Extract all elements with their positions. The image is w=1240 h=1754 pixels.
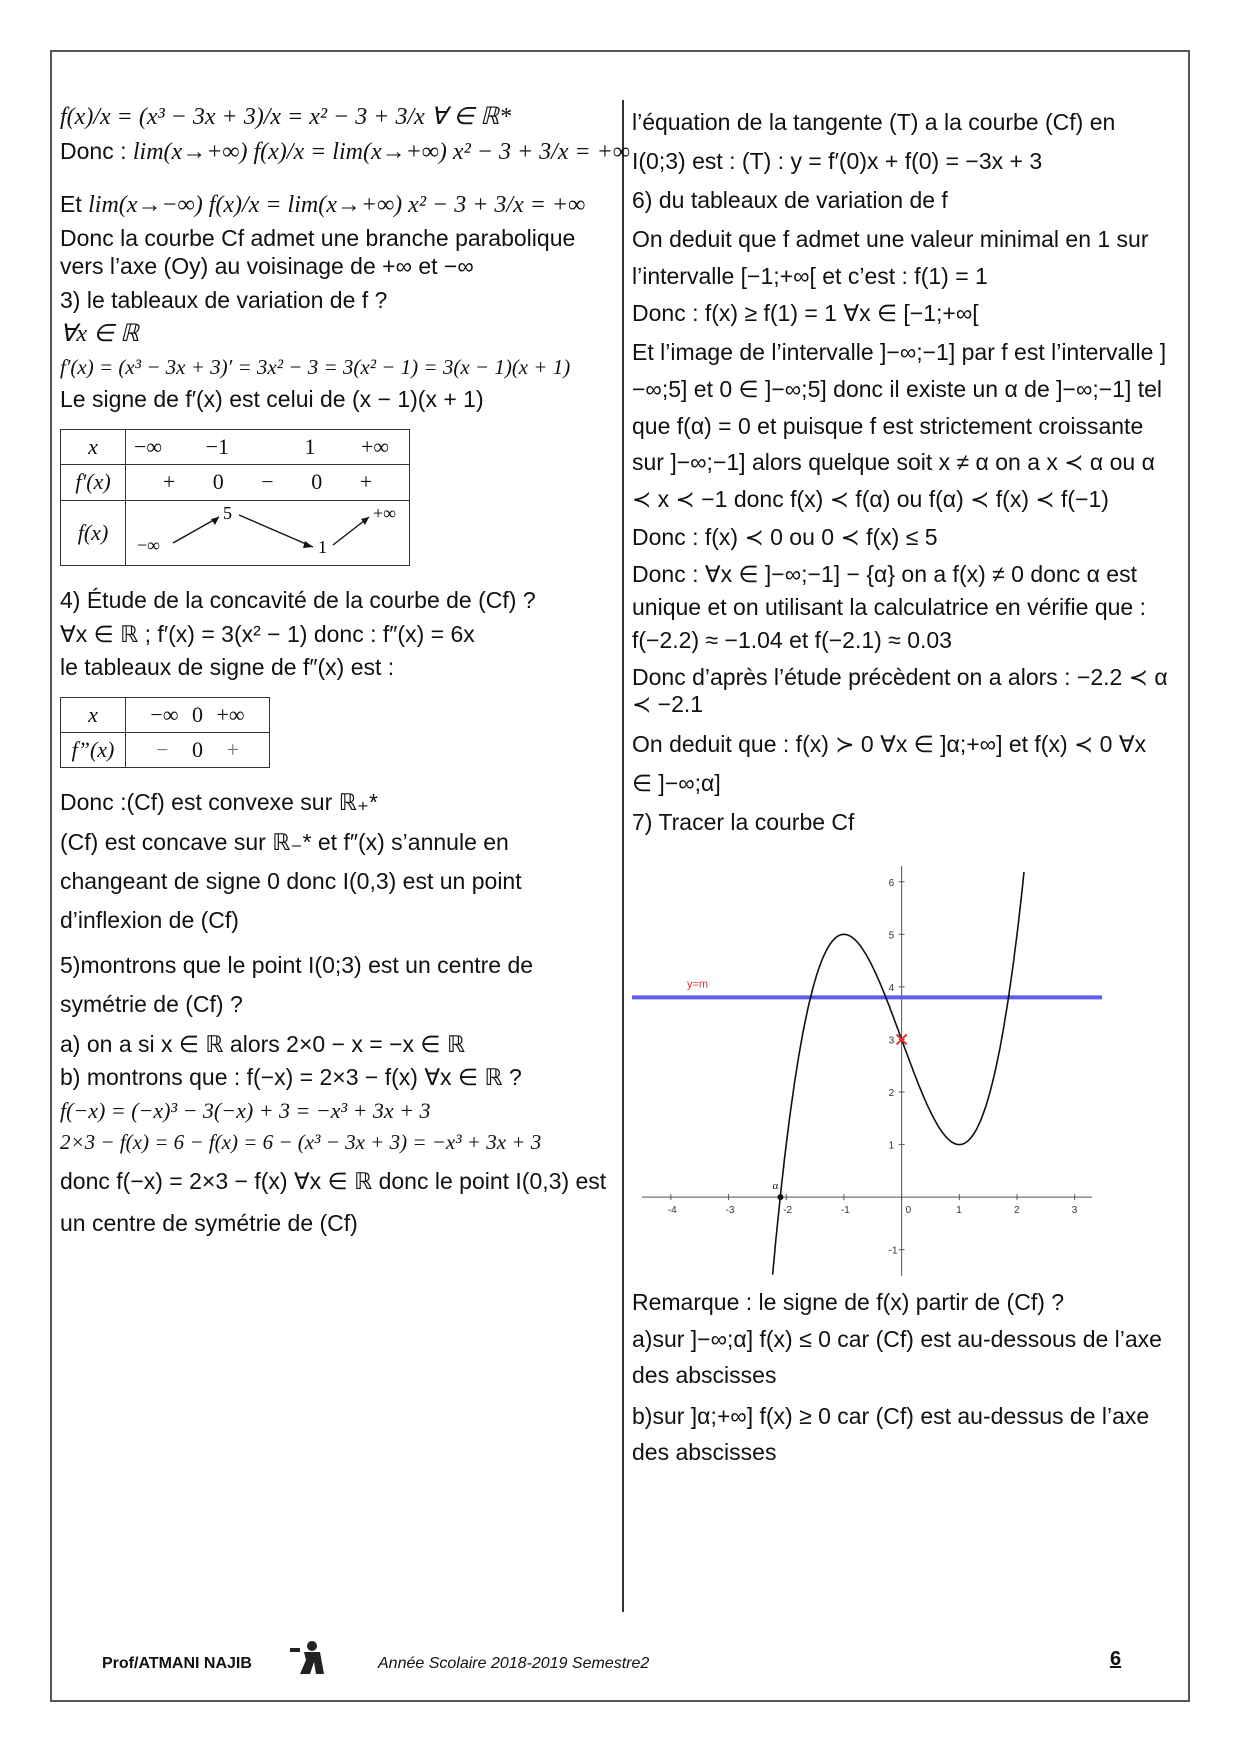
vt-f-values: [126, 500, 410, 565]
parabolic-branch-text: Donc la courbe Cf admet une branche parabolique vers l’axe (Oy) au voisinage de +∞ et −∞: [60, 225, 576, 279]
convexity-line: Donc :(Cf) est convexe sur ℝ₊*: [60, 789, 378, 816]
remark-heading: Remarque : le signe de f(x) partir de (Cf) ?: [632, 1288, 1065, 1315]
vt-x-values: −∞ −1 1 +∞: [126, 429, 410, 464]
right-column: [632, 100, 1172, 1474]
hline-label: y=m: [687, 977, 709, 990]
y-tick-label: -1: [888, 1245, 898, 1257]
remark-b: b)sur ]α;+∞] f(x) ≥ 0 car (Cf) est au-dessus de l’axe des abscisses: [632, 1403, 1150, 1466]
step-a: a) on a si x ∈ ℝ alors 2×0 − x = −x ∈ ℝ: [60, 1030, 466, 1057]
minimum-inequality: Donc : f(x) ≥ f(1) = 1 ∀x ∈ [−1;+∞[: [632, 300, 979, 327]
x-tick-label: 2: [1014, 1204, 1020, 1216]
y-tick-label: 6: [888, 877, 895, 889]
sign-deduction: On deduit que : f(x) ≻ 0 ∀x ∈ ]α;+∞] et f(x) ≺ 0 ∀x ∈ ]−∞;α]: [632, 730, 1147, 796]
f-minus-x-line: f(−x) = (−x)³ − 3(−x) + 3 = −x³ + 3x + 3: [60, 1097, 431, 1123]
y-tick-label: 2: [888, 1087, 895, 1099]
x-tick-label: -2: [783, 1204, 793, 1216]
x-tick-label: -4: [667, 1204, 677, 1216]
derivative-line: f′(x) = (x³ − 3x + 3)′ = 3x² − 3 = 3(x² − 1) = 3(x − 1)(x + 1): [60, 354, 571, 379]
curve-cf: [773, 871, 1024, 1274]
page-number: 6: [1110, 1648, 1122, 1670]
y-tick-label: 5: [888, 929, 895, 941]
x-tick-label: 0: [905, 1204, 912, 1216]
uniqueness-text: Donc : ∀x ∈ ]−∞;−1] − {α} on a f(x) ≠ 0 donc α est unique et on utilisant la calculatrice en vérifie que : f(−2.2) ≈ −1.04 et f(−2.1) ≈ 0.03: [632, 560, 1146, 654]
y-tick-label: 1: [888, 1140, 895, 1152]
vt-fprime-label: f′(x): [61, 465, 126, 500]
second-derivative-line: ∀x ∈ ℝ ; f′(x) = 3(x² − 1) donc : f″(x) = 6x: [60, 620, 475, 647]
section-3-heading: 3) le tableaux de variation de f ?: [60, 286, 388, 313]
tangent-equation: l’équation de la tangente (T) a la courbe (Cf) en I(0;3) est : (T) : y = f′(0)x + f(0) = −3x + 3: [632, 109, 1116, 175]
section-5-heading: 5)montrons que le point I(0;3) est un centre de symétrie de (Cf) ?: [60, 952, 534, 1018]
concavity-inflection-text: (Cf) est concave sur ℝ₋* et f″(x) s’annule en changeant de signe 0 donc I(0,3) est un point d’inflexion de (Cf): [60, 829, 522, 934]
step-b: b) montrons que : f(−x) = 2×3 − f(x) ∀x ∈ ℝ ?: [60, 1064, 522, 1091]
vt-x-label: x: [61, 429, 126, 464]
column-divider: [622, 100, 624, 1612]
sign-table-intro: le tableaux de signe de f″(x) est :: [60, 654, 395, 681]
x-tick-label: -3: [725, 1204, 735, 1216]
variation-table: [60, 429, 410, 566]
vt-f-label: f(x): [61, 500, 126, 565]
st-fpp-label: f”(x): [61, 733, 126, 768]
x-tick-label: 1: [956, 1204, 962, 1216]
svg-text:−∞: −∞: [136, 534, 160, 555]
sign-conclusion: Donc : f(x) ≺ 0 ou 0 ≺ f(x) ≤ 5: [632, 523, 938, 550]
x-tick-label: -1: [840, 1204, 850, 1216]
graph-svg: [632, 856, 1102, 1286]
svg-text:5: 5: [222, 502, 232, 523]
section-7-heading: 7) Tracer la courbe Cf: [632, 808, 855, 835]
y-tick-label: 3: [888, 1035, 895, 1047]
six-minus-f-line: 2×3 − f(x) = 6 − f(x) = 6 − (x³ − 3x + 3) = −x³ + 3x + 3: [60, 1130, 542, 1155]
function-graph: [632, 856, 1102, 1286]
symmetry-conclusion: donc f(−x) = 2×3 − f(x) ∀x ∈ ℝ donc le point I(0,3) est un centre de symétrie de (Cf): [60, 1168, 607, 1236]
root-point: [777, 1194, 783, 1200]
x-tick-label: 3: [1071, 1204, 1078, 1216]
section-6-heading: 6) du tableaux de variation de f: [632, 187, 948, 214]
vt-signs: + 0 − 0 +: [126, 465, 410, 500]
footer-author: Prof/ATMANI NAJIB: [102, 1655, 252, 1672]
variation-arrows: [133, 501, 403, 559]
svg-text:1: 1: [317, 536, 327, 557]
limit-quotient-line: f(x)/x = (x³ − 3x + 3)/x = x² − 3 + 3/x ∀ ∈ ℝ*: [60, 104, 512, 130]
limit-plus-inf: Donc : lim(x→+∞) f(x)/x = lim(x→+∞) x² − 3 + 3/x = +∞: [60, 137, 630, 165]
sign-of-derivative: Le signe de f′(x) est celui de (x − 1)(x + 1): [60, 386, 484, 413]
st-x-label: x: [61, 697, 126, 732]
limit-minus-inf: Et lim(x→−∞) f(x)/x = lim(x→+∞) x² − 3 + 3/x = +∞: [60, 190, 586, 218]
author-logo-icon: [286, 1638, 330, 1678]
sign-table: [60, 697, 270, 769]
svg-text:+∞: +∞: [372, 502, 396, 523]
remark-a: a)sur ]−∞;α] f(x) ≤ 0 car (Cf) est au-dessous de l’axe des abscisses: [632, 1326, 1162, 1388]
section-4-heading: 4) Étude de la concavité de la courbe de (Cf) ?: [60, 586, 536, 613]
minimum-text: On deduit que f admet une valeur minimal en 1 sur l’intervalle [−1;+∞[ et c’est : f(1) = 1: [632, 225, 1149, 289]
y-tick-label: 4: [888, 982, 895, 994]
image-interval-text: Et l’image de l’intervalle ]−∞;−1] par f est l’intervalle ]−∞;5] et 0 ∈ ]−∞;5] donc il existe un α de ]−∞;−1] tel que f(α) = 0 et puisque f est strictement croissante sur ]−∞;−1] alors quelque soit x ≠ α on a x ≺ α ou α ≺ x ≺ −1 donc f(x) ≺ f(α) ou f(α) ≺ f(x) ≺ f(−1): [632, 338, 1167, 513]
st-signs: − 0 +: [126, 733, 270, 768]
footer-year: Année Scolaire 2018-2019 Semestre2: [378, 1655, 650, 1672]
st-x-values: −∞ 0 +∞: [126, 697, 270, 732]
left-column: [60, 100, 630, 1247]
alpha-bounds: Donc d’après l’étude précèdent on a alors : −2.2 ≺ α ≺ −2.1: [632, 663, 1168, 718]
root-label: α: [772, 1179, 779, 1192]
forall-line: ∀x ∈ ℝ: [60, 321, 139, 348]
